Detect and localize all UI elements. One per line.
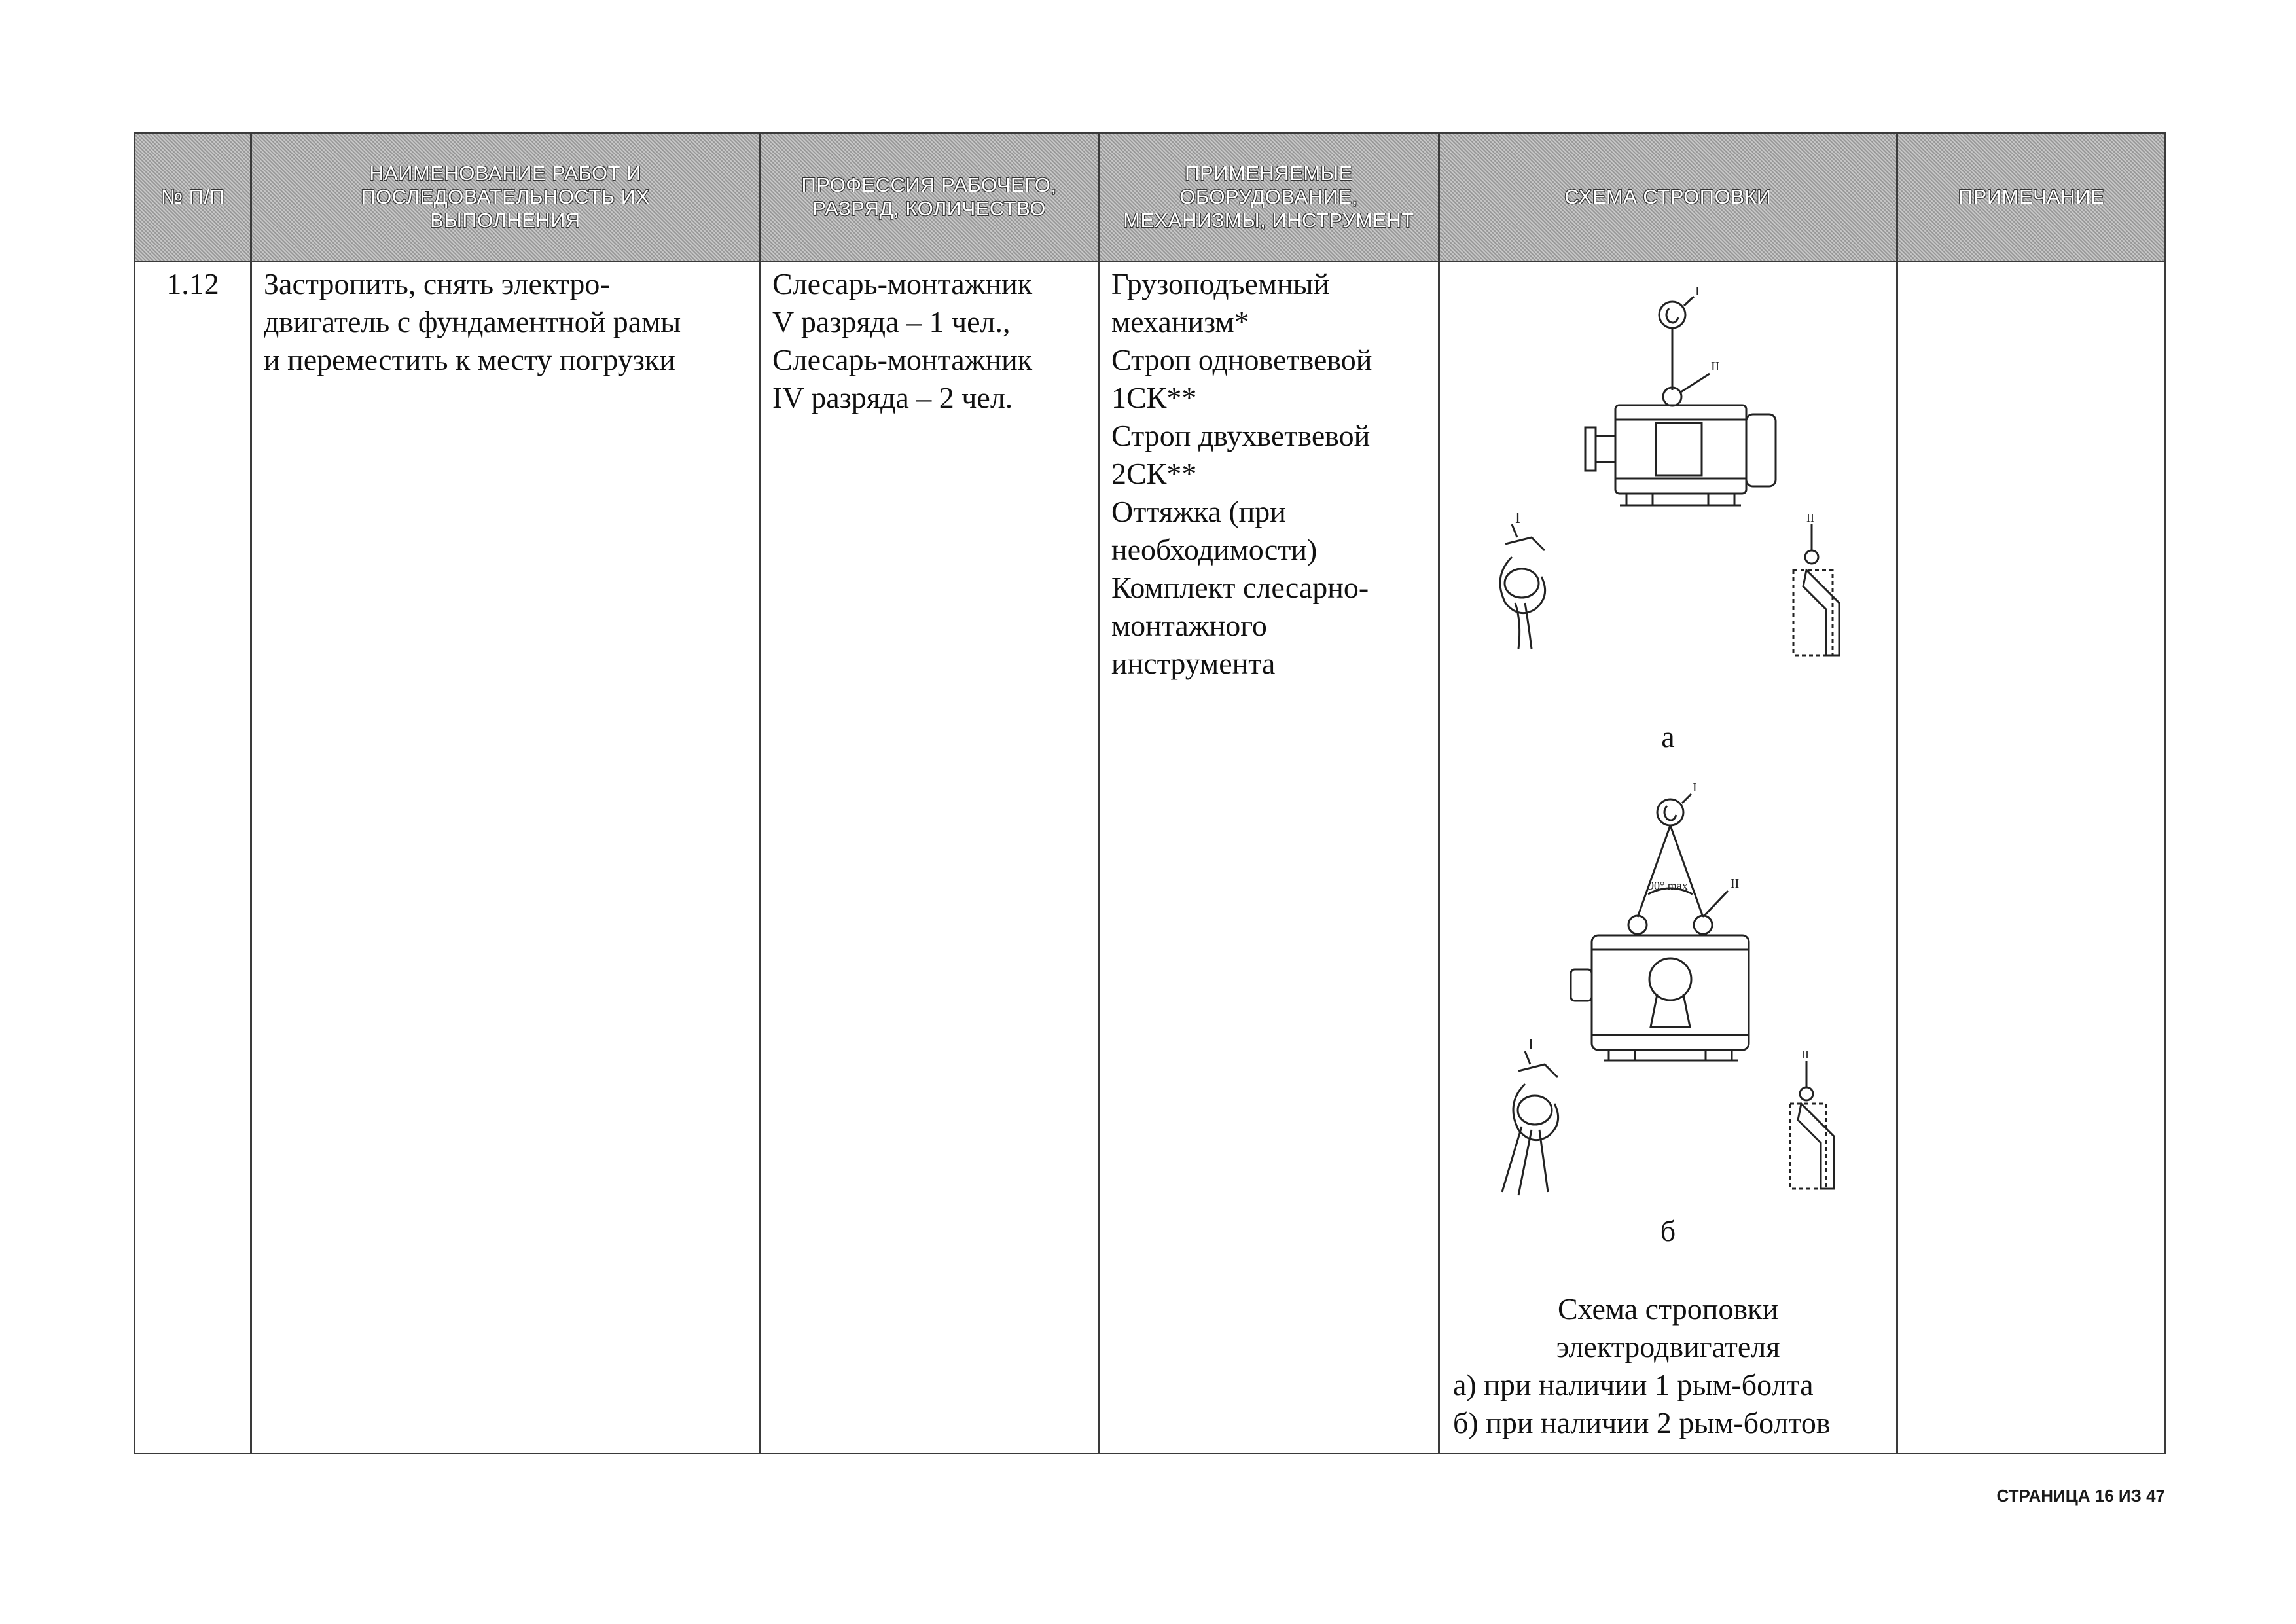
- callout-a-eyebolt-detail: II: [1806, 511, 1814, 524]
- header-note: ПРИМЕЧАНИЕ: [1897, 133, 2166, 262]
- works-table: [134, 132, 2166, 1454]
- callout-a-hook: I: [1695, 284, 1700, 298]
- callout-b-hook-detail: I: [1528, 1036, 1534, 1053]
- figure-a-motor: [1585, 297, 1776, 505]
- table-header-row: [135, 133, 2166, 262]
- figure-a-label: а: [1661, 720, 1675, 753]
- row-works: Застропить, снять электро- двигатель с фундаментной рамы и переместить к месту погрузки: [251, 262, 760, 1454]
- scheme-caption: [1440, 1290, 1896, 1442]
- rigging-diagram: [1440, 262, 1898, 1284]
- caption-title-line: электродвигателя: [1556, 1330, 1780, 1363]
- figure-a-hook-detail: [1500, 524, 1545, 649]
- header-equipment: ПРИМЕНЯЕМЫЕ ОБОРУДОВАНИЕ, МЕХАНИЗМЫ, ИНСТРУМЕНТ: [1099, 133, 1439, 262]
- row-note: [1897, 262, 2166, 1454]
- callout-b-hook: I: [1693, 780, 1697, 795]
- figure-b-motor: [1571, 794, 1749, 1060]
- callout-b-eyebolt: II: [1731, 876, 1740, 891]
- header-num: № П/П: [135, 133, 251, 262]
- row-scheme: [1439, 262, 1897, 1454]
- rigging-scheme: [1440, 262, 1896, 1447]
- row-equipment: Грузоподъемный механизм* Строп одноветвевой 1СК** Строп двухветвевой 2СК** Оттяжка (при необходимости) Комплект слесарно- монтажного инструмента: [1099, 262, 1439, 1454]
- row-num: 1.12: [135, 262, 251, 1454]
- caption-item: б) при наличии 2 рым-болтов: [1453, 1406, 1831, 1439]
- caption-item: а) при наличии 1 рым-болта: [1453, 1368, 1814, 1401]
- row-profession: Слесарь-монтажник V разряда – 1 чел., Слесарь-монтажник IV разряда – 2 чел.: [760, 262, 1099, 1454]
- figure-b-eyebolt-detail: [1790, 1061, 1834, 1189]
- caption-title-line: Схема строповки: [1557, 1292, 1779, 1326]
- callout-a-eyebolt: II: [1711, 359, 1720, 374]
- figure-b-hook-detail: [1502, 1051, 1558, 1195]
- page-number: СТРАНИЦА 16 ИЗ 47: [1996, 1486, 2165, 1506]
- header-profession: ПРОФЕССИЯ РАБОЧЕГО, РАЗРЯД, КОЛИЧЕСТВО: [760, 133, 1099, 262]
- header-works: НАИМЕНОВАНИЕ РАБОТ И ПОСЛЕДОВАТЕЛЬНОСТЬ ИХ ВЫПОЛНЕНИЯ: [251, 133, 760, 262]
- callout-b-eyebolt-detail: II: [1801, 1048, 1809, 1061]
- figure-a-eyebolt-detail: [1793, 524, 1839, 655]
- angle-label: 90° max: [1648, 879, 1688, 892]
- header-scheme: СХЕМА СТРОПОВКИ: [1439, 133, 1897, 262]
- table-row: [135, 262, 2166, 1454]
- callout-a-hook-detail: I: [1515, 510, 1520, 527]
- figure-b-label: б: [1660, 1214, 1676, 1248]
